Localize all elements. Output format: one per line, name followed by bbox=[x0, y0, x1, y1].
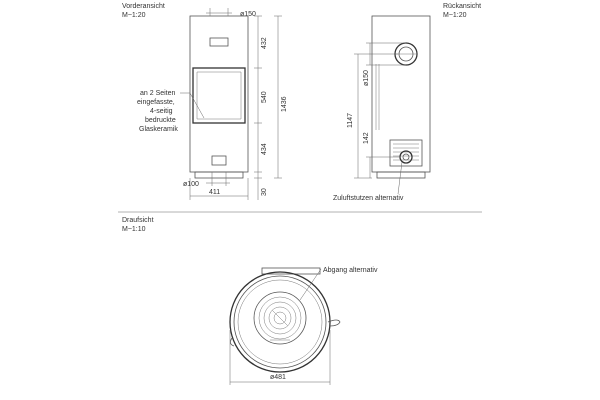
front-flue-outlet bbox=[210, 38, 228, 46]
glass-note-line-1: an 2 Seiten bbox=[140, 90, 176, 97]
front-stove-plinth bbox=[195, 172, 243, 178]
back-view bbox=[333, 3, 481, 202]
back-view-title: Rückansicht bbox=[443, 3, 482, 10]
glass-leader-line bbox=[180, 93, 204, 118]
back-flue-diameter-label: ø150 bbox=[363, 70, 370, 86]
top-view-scale: M~1:10 bbox=[122, 226, 146, 233]
front-inlet-diameter-label: ø100 bbox=[183, 181, 199, 188]
back-stove-body bbox=[372, 16, 430, 172]
glass-note-line-2: eingefasste, bbox=[137, 99, 175, 106]
glass-note-line-3: 4-seitig bbox=[150, 108, 173, 115]
flue-outlet-note: Abgang alternativ bbox=[323, 267, 378, 274]
front-top-height-label: 432 bbox=[261, 37, 268, 49]
air-inlet-note: Zuluftstutzen alternativ bbox=[333, 195, 404, 202]
front-view-title: Vorderansicht bbox=[122, 3, 165, 10]
glass-note-line-5: Glaskeramik bbox=[139, 126, 178, 133]
back-view-scale: M~1:20 bbox=[443, 12, 467, 19]
front-stove-body bbox=[190, 16, 248, 172]
front-view bbox=[122, 3, 288, 200]
front-glass-window bbox=[193, 68, 245, 123]
glass-note-line-4: bedruckte bbox=[145, 117, 176, 124]
back-inlet-height-label: 142 bbox=[363, 132, 370, 144]
front-base-height-label: 30 bbox=[261, 188, 268, 196]
back-air-inlet-grille bbox=[390, 140, 422, 166]
back-flue-height-label: 1147 bbox=[347, 112, 354, 128]
front-width-label: 411 bbox=[209, 189, 221, 196]
back-flue-outlet bbox=[395, 43, 417, 65]
top-diameter-label: ø481 bbox=[270, 374, 286, 381]
top-view-title: Draufsicht bbox=[122, 217, 154, 224]
front-air-inlet bbox=[212, 156, 226, 165]
front-glass-height-label: 540 bbox=[261, 91, 268, 103]
front-flue-diameter-label: ø150 bbox=[240, 11, 256, 18]
back-stove-plinth bbox=[377, 172, 425, 178]
front-view-scale: M~1:20 bbox=[122, 12, 146, 19]
top-outer-body bbox=[230, 272, 330, 372]
top-view bbox=[122, 217, 378, 385]
front-lower-height-label: 434 bbox=[261, 143, 268, 155]
front-total-height-label: 1436 bbox=[281, 96, 288, 112]
